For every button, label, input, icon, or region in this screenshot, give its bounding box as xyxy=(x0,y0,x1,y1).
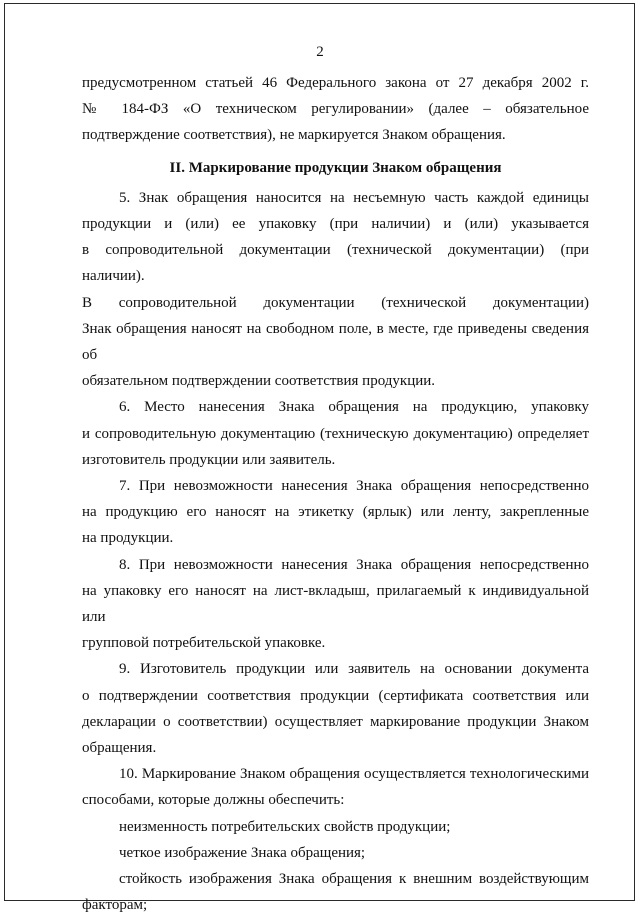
paragraph-5-line: в сопроводительной документации (технической документации) (при наличии). xyxy=(82,242,589,285)
paragraph-9-line: о подтверждении соответствия продукции (сертификата соответствия или xyxy=(82,687,589,704)
paragraph-5-line: продукции и (или) ее упаковку (при наличии) и (или) указывается xyxy=(82,216,589,233)
paragraph-10-line: 10. Маркирование Знаком обращения осуществляется технологическими xyxy=(119,766,589,783)
intro-line: № 184-ФЗ «О техническом регулировании» (далее – обязательное xyxy=(82,101,589,118)
document-body xyxy=(82,70,589,919)
paragraph-8-line: групповой потребительской упаковке. xyxy=(82,635,326,652)
requirement-item: неизменность потребительских свойств продукции; xyxy=(119,818,451,835)
requirement-item: стойкость изображения Знака обращения к внешним воздействующим xyxy=(119,871,589,888)
intro-line: подтверждение соответствия), не маркируется Знаком обращения. xyxy=(82,127,506,144)
paragraph-5-line: обязательном подтверждении соответствия продукции. xyxy=(82,373,436,390)
paragraph-6-line: 6. Место нанесения Знака обращения на продукцию, упаковку xyxy=(119,399,589,416)
paragraph-5-line: В сопроводительной документации (технической документации) xyxy=(82,294,589,311)
paragraph-7-line: на продукцию его наносят на этикетку (ярлык) или ленту, закрепленные xyxy=(82,504,589,521)
intro-line: предусмотренном статьей 46 Федерального закона от 27 декабря 2002 г. xyxy=(82,75,589,91)
paragraph-5-line: Знак обращения наносят на свободном поле, в месте, где приведены сведения об xyxy=(82,320,589,364)
paragraph-7-line: на продукции. xyxy=(82,530,174,547)
requirement-item-continuation: факторам; xyxy=(82,897,148,914)
section-heading: II. Маркирование продукции Знаком обращения xyxy=(169,159,502,176)
paragraph-10-line: способами, которые должны обеспечить: xyxy=(82,792,345,809)
paragraph-8-line: на упаковку его наносят на лист-вкладыш, прилагаемый к индивидуальной или xyxy=(82,582,589,626)
requirement-item: четкое изображение Знака обращения; xyxy=(119,844,366,861)
paragraph-5-line: 5. Знак обращения наносится на несъемную часть каждой единицы xyxy=(119,189,589,206)
paragraph-6-line: и сопроводительную документацию (техническую документацию) определяет xyxy=(82,425,589,442)
page-number: 2 xyxy=(316,44,324,60)
paragraph-6-line: изготовитель продукции или заявитель. xyxy=(82,451,336,468)
paragraph-7-line: 7. При невозможности нанесения Знака обращения непосредственно xyxy=(119,478,589,495)
paragraph-9-line: 9. Изготовитель продукции или заявитель на основании документа xyxy=(119,661,589,678)
paragraph-9-line: обращения. xyxy=(82,740,157,757)
paragraph-9-line: декларации о соответствии) осуществляет маркирование продукции Знаком xyxy=(82,713,589,730)
paragraph-8-line: 8. При невозможности нанесения Знака обращения непосредственно xyxy=(119,556,589,573)
